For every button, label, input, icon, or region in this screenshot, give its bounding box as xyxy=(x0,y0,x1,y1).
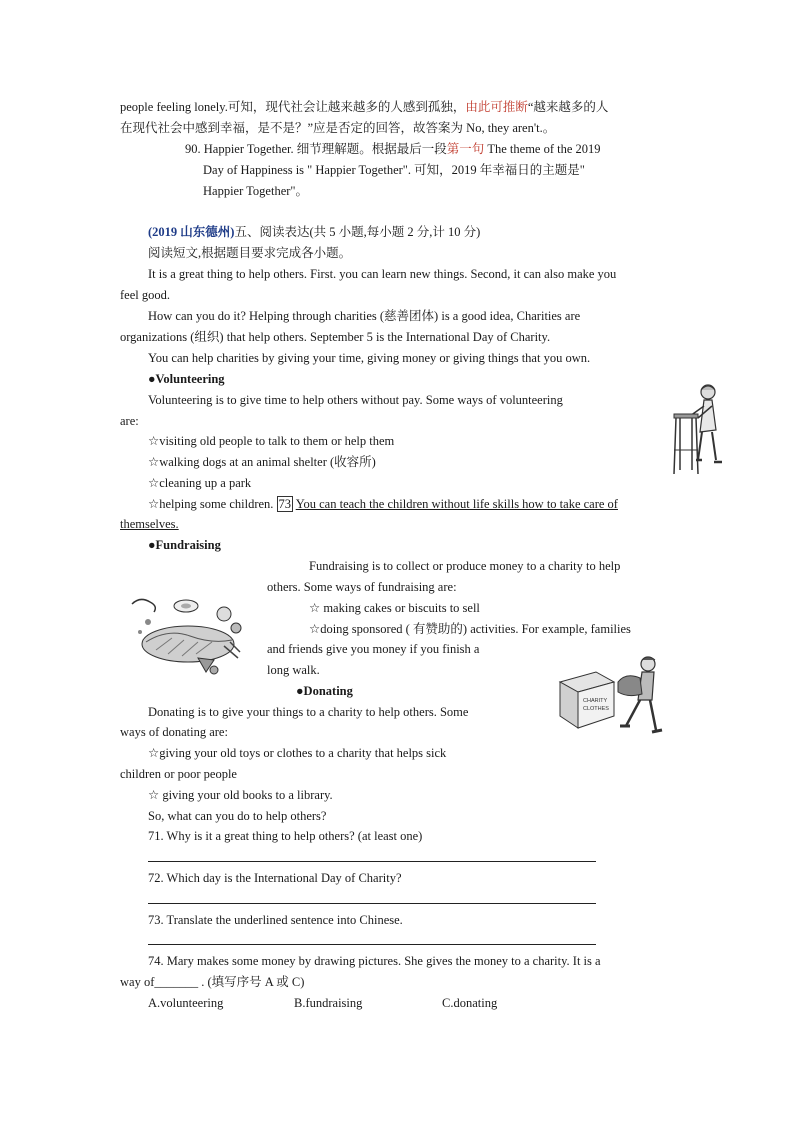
volunteering-line-2: are: xyxy=(120,414,139,428)
question-74-line-2: way of_______ . (填写序号 A 或 C) xyxy=(120,975,305,989)
question-71: 71. Why is it a great thing to help others? (at least one) xyxy=(148,829,423,843)
donating-way-1-line-1: ☆giving your old toys or clothes to a charity that helps sick xyxy=(148,746,447,760)
question-73: 73. Translate the underlined sentence into Chinese. xyxy=(148,913,403,927)
box-label-line-2: CLOTHES xyxy=(583,706,609,712)
underlined-sentence: You can teach the children without life skills how to take care of xyxy=(295,497,618,511)
volunteering-way-1: ☆visiting old people to talk to them or help them xyxy=(148,434,395,448)
box-label-line-1: CHARITY xyxy=(583,698,608,704)
donating-way-2: ☆ giving your old books to a library. xyxy=(148,788,333,802)
fundraising-way-2-line-1: ☆doing sponsored ( 有赞助的) activities. For example, families xyxy=(309,622,631,636)
cakes-biscuits-image xyxy=(128,592,246,678)
volunteering-way-2: ☆walking dogs at an animal shelter (收容所) xyxy=(148,455,376,469)
question-marker-73: 73 xyxy=(278,497,292,511)
fundraising-way-1: ☆ making cakes or biscuits to sell xyxy=(309,601,480,615)
explanation-line-1: people feeling lonely.可知，现代社会让越来越多的人感到孤独，由此可推断“越来越多的人 xyxy=(120,100,609,114)
volunteering-way-4: ☆helping some children. 73 You can teach the children without life skills how to take care of xyxy=(148,497,618,511)
fundraising-line-2: others. Some ways of fundraising are: xyxy=(267,580,457,594)
fundraising-way-2-line-2: and friends give you money if you finish a xyxy=(267,642,480,656)
passage-p2-line-1: How can you do it? Helping through charities (慈善团体) is a good idea, Charities are xyxy=(148,309,581,323)
elderly-walker-image xyxy=(668,380,732,476)
heading-volunteering: ●Volunteering xyxy=(148,372,225,386)
volunteering-line-1: Volunteering is to give time to help others without pay. Some ways of volunteering xyxy=(148,393,563,407)
heading-fundraising: ●Fundraising xyxy=(148,538,221,552)
donating-line-2: ways of donating are: xyxy=(120,725,228,739)
answer-90-line-3: Happier Together"。 xyxy=(203,184,309,198)
passage-p2-line-2: organizations (组织) that help others. September 5 is the International Day of Charity. xyxy=(120,330,551,344)
underlined-sentence-end: themselves. xyxy=(120,517,179,531)
question-74-line-1: 74. Mary makes some money by drawing pictures. She gives the money to a charity. It is a xyxy=(148,954,601,968)
passage-p3: You can help charities by giving your time, giving money or giving things that you own. xyxy=(148,351,591,365)
passage-p1-line-1: It is a great thing to help others. First. you can learn new things. Second, it can also make you xyxy=(148,267,617,281)
passage-closing: So, what can you do to help others? xyxy=(148,809,327,823)
section-header: (2019 山东德州)五、阅读表达(共 5 小题,每小题 2 分,计 10 分) xyxy=(148,225,481,239)
answer-line-71[interactable] xyxy=(148,861,596,862)
volunteering-way-3: ☆cleaning up a park xyxy=(148,476,252,490)
charity-box-image xyxy=(556,654,668,736)
option-a[interactable]: A.volunteering xyxy=(148,996,224,1010)
answer-line-72[interactable] xyxy=(148,903,596,904)
passage-p1-line-2: feel good. xyxy=(120,288,170,302)
option-c[interactable]: C.donating xyxy=(442,996,498,1010)
heading-donating: ●Donating xyxy=(296,684,353,698)
explanation-line-2: 在现代社会中感到幸福，是不是？”应是否定的回答，故答案为 No, they aren't.。 xyxy=(120,121,556,135)
fundraising-line-1: Fundraising is to collect or produce money to a charity to help xyxy=(309,559,621,573)
option-b[interactable]: B.fundraising xyxy=(294,996,363,1010)
answer-90-line-1: 90. Happier Together. 细节理解题。根据最后一段第一句 The theme of the 2019 xyxy=(185,142,601,156)
fundraising-way-2-line-3: long walk. xyxy=(267,663,320,677)
donating-way-1-line-2: children or poor people xyxy=(120,767,237,781)
section-instruction: 阅读短文,根据题目要求完成各小题。 xyxy=(148,246,352,260)
question-72: 72. Which day is the International Day of Charity? xyxy=(148,871,402,885)
answer-90-line-2: Day of Happiness is " Happier Together". 可知，2019 年幸福日的主题是" xyxy=(203,163,585,177)
donating-line-1: Donating is to give your things to a charity to help others. Some xyxy=(148,705,469,719)
answer-line-73[interactable] xyxy=(148,944,596,945)
